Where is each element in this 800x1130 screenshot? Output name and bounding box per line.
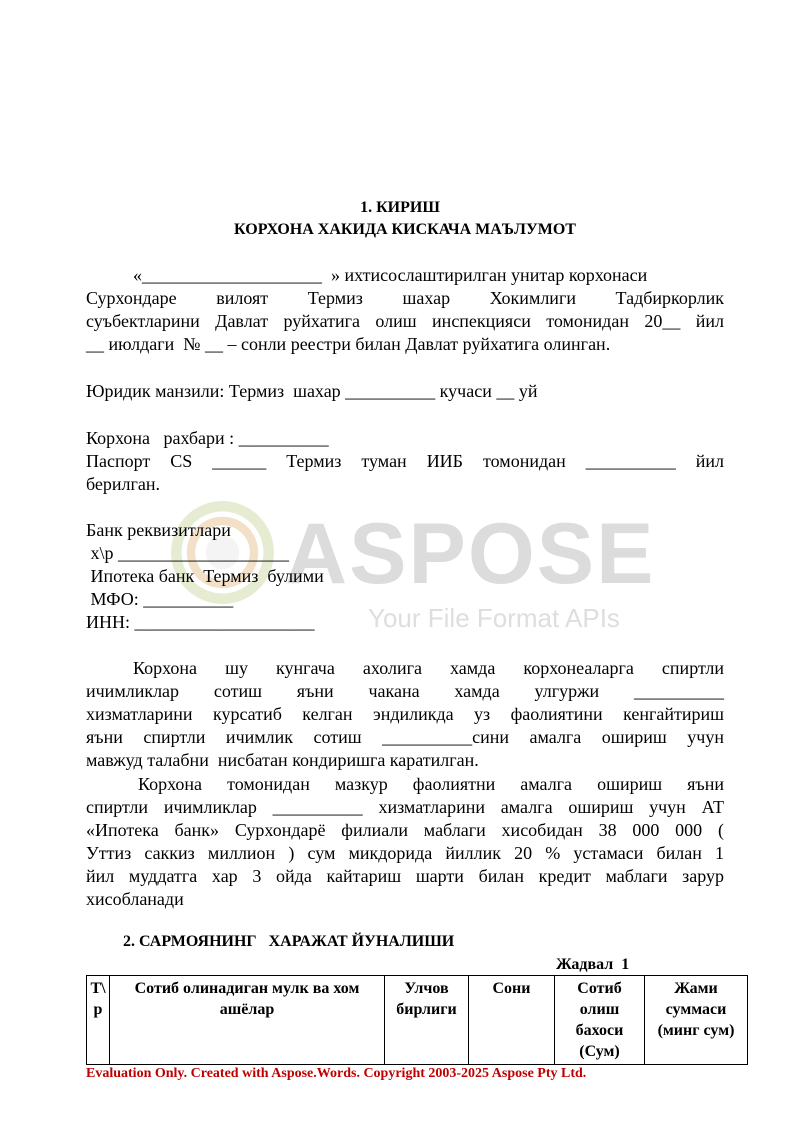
passport-line: Паспорт CS ______ Термиз туман ИИБ томонидан __________ йил	[86, 451, 724, 471]
intro-line1: «____________________ » ихтисослаштирилган унитар корхонаси	[133, 265, 648, 285]
evaluation-footer: Evaluation Only. Created with Aspose.Words. Copyright 2003-2025 Aspose Pty Ltd.	[86, 1066, 587, 1081]
bank-title: Банк реквизитлари	[86, 520, 231, 540]
para2-line3: «Ипотека банк» Сурхондарё филиали маблаги хисобидан 38 000 000 (	[86, 820, 724, 840]
watermark-brand: ASPOSE	[285, 506, 656, 602]
expense-table	[86, 975, 748, 1065]
intro-line4: __ июлдаги № __ – сонли реестри билан Давлат руйхатига олинган.	[86, 334, 611, 354]
section1-title: 1. КИРИШ	[360, 199, 440, 216]
col-header-unit: Улчов бирлиги	[385, 976, 469, 1065]
table-header-row	[87, 976, 748, 1065]
para2-line2: спиртли ичимликлар __________ хизматларини амалга ошириш учун АТ	[86, 797, 724, 817]
col-header-quantity: Сони	[469, 976, 555, 1065]
bank-mfo: МФО: __________	[86, 589, 234, 609]
col-header-item: Сотиб олинадиган мулк ва хом ашёлар	[110, 976, 385, 1065]
col-header-number: Т\ р	[87, 976, 110, 1065]
para1-line2: ичимликлар сотиш яъни чакана хамда улгуржи __________	[86, 681, 724, 701]
para1-line4: яъни спиртли ичимлик сотиш __________сини амалга ошириш учун	[86, 727, 724, 747]
legal-address: Юридик манзили: Термиз шахар __________ кучаси __ уй	[86, 381, 538, 401]
para2-line1: Корхона томонидан мазкур фаолиятни амалга ошириш яъни	[138, 774, 724, 794]
para2-line5: йил муддатга хар 3 ойда кайтариш шарти билан кредит маблаги зарур	[86, 866, 724, 886]
issued-line: берилган.	[86, 474, 161, 494]
intro-line2: Сурхондаре вилоят Термиз шахар Хокимлиги Тадбиркорлик	[86, 288, 724, 308]
bank-branch: Ипотека банк Термиз булими	[86, 566, 324, 586]
para2-line6: хисобланади	[86, 889, 184, 909]
intro-line3: суъбектларини Давлат руйхатига олиш инспекцияси томонидан 20__ йил	[86, 311, 724, 331]
para1-line3: хизматларини курсатиб келган эндиликда уз фаолиятини кенгайтириш	[86, 704, 724, 724]
bank-account: х\р ___________________	[86, 543, 290, 563]
col-header-price: Сотиб олиш бахоси (Сум)	[555, 976, 645, 1065]
para2-line4: Уттиз саккиз миллион ) сум микдорида йиллик 20 % устамаси билан 1	[86, 843, 724, 863]
section1-subtitle: КОРХОНА ХАКИДА КИСКАЧА МАЪЛУМОТ	[234, 221, 576, 238]
table-caption: Жадвал 1	[556, 956, 630, 973]
col-header-total: Жами суммаси (минг сум)	[645, 976, 748, 1065]
para1-line5: мавжуд талабни нисбатан кондиришга каратилган.	[86, 750, 479, 770]
bank-inn: ИНН: ____________________	[86, 612, 315, 632]
watermark-tagline: Your File Format APIs	[368, 603, 620, 633]
director-line: Корхона рахбари : __________	[86, 428, 329, 448]
section2-title: 2. САРМОЯНИНГ ХАРАЖАТ ЙУНАЛИШИ	[123, 933, 455, 950]
para1-line1: Корхона шу кунгача ахолига хамда корхонеаларга спиртли	[133, 658, 724, 678]
